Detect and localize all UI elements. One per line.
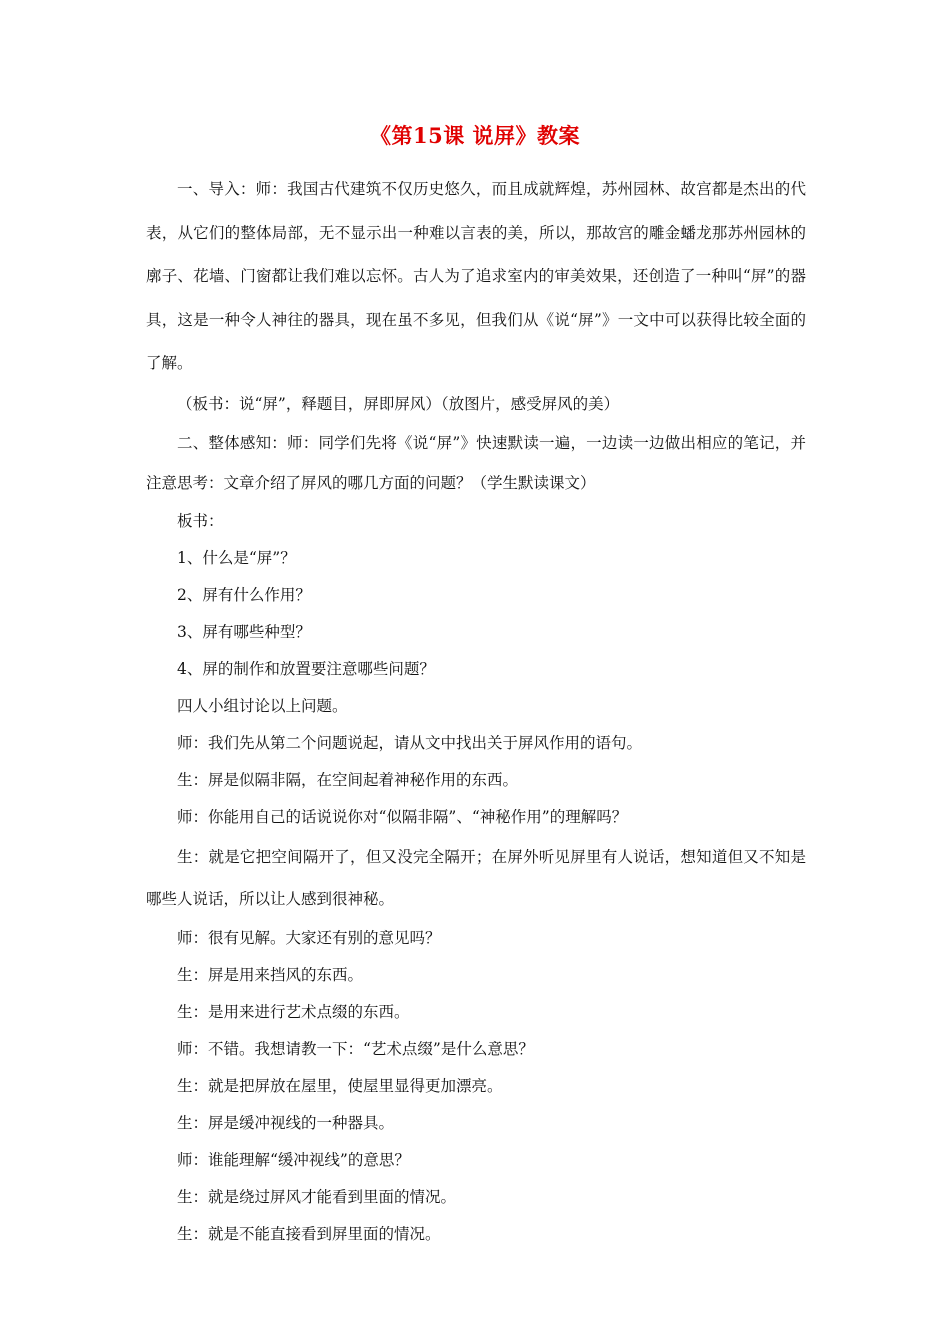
list-item: 生：屏是缓冲视线的一种器具。 — [177, 1113, 395, 1132]
list-item: 1、什么是“屏”？ — [177, 548, 296, 567]
list-item: 师：你能用自己的话说说你对“似隔非隔”、“神秘作用”的理解吗？ — [177, 807, 628, 826]
list-item: 生：就是把屏放在屋里，使屋里显得更加漂亮。 — [177, 1076, 503, 1095]
list-item: 师：很有见解。大家还有别的意见吗？ — [177, 928, 441, 947]
list-item: 生：就是不能直接看到屏里面的情况。 — [177, 1224, 441, 1243]
secret-paragraph: 生：就是它把空间隔开了，但又没完全隔开；在屏外听见屏里有人说话，想知道但又不知是哪些人说话，所以让人感到很神秘。 — [146, 847, 806, 908]
page-title: 《第15课 说屏》教案 — [369, 123, 581, 148]
intro-paragraph: 一、导入：师：我国古代建筑不仅历史悠久，而且成就辉煌，苏州园林、故宫都是杰出的代表，从它们的整体局部，无不显示出一种难以言表的美，所以，那故宫的雕金蟠龙那苏州园林的廓子、花墙、门窗都让我们难以忘怀。古人为了追求室内的审美效果，还创造了一种叫“屏”的器具，这是一种令人神往的器具，现在虽不多见，但我们从《说“屏”》一文中可以获得比较全面的了解。 — [146, 180, 806, 372]
part2-paragraph: 二、整体感知：师：同学们先将《说“屏”》快速默读一遍，一边读一边做出相应的笔记，并注意思考：文章介绍了屏风的哪几方面的问题？（学生默读课文） — [146, 433, 806, 492]
board-note: （板书：说“屏”，释题目，屏即屏风）（放图片，感受屏风的美） — [177, 394, 620, 413]
list-item: 师：我们先从第二个问题说起，请从文中找出关于屏风作用的语句。 — [177, 733, 643, 752]
list-item: 生：屏是用来挡风的东西。 — [177, 965, 364, 984]
list-item: 生：就是绕过屏风才能看到里面的情况。 — [177, 1187, 457, 1206]
list-item: 师：谁能理解“缓冲视线”的意思？ — [177, 1150, 410, 1169]
list-item: 四人小组讨论以上问题。 — [177, 696, 348, 715]
list-item: 4、屏的制作和放置要注意哪些问题？ — [177, 659, 435, 678]
list-item: 2、屏有什么作用？ — [177, 585, 311, 604]
list-item: 板书： — [177, 511, 224, 530]
list-item: 生：屏是似隔非隔，在空间起着神秘作用的东西。 — [177, 770, 519, 789]
list-item: 3、屏有哪些种型？ — [177, 622, 311, 641]
document-body — [146, 168, 806, 1253]
list-item: 生：是用来进行艺术点缀的东西。 — [177, 1002, 410, 1021]
list-item: 师：不错。我想请教一下：“艺术点缀”是什么意思？ — [177, 1039, 534, 1058]
